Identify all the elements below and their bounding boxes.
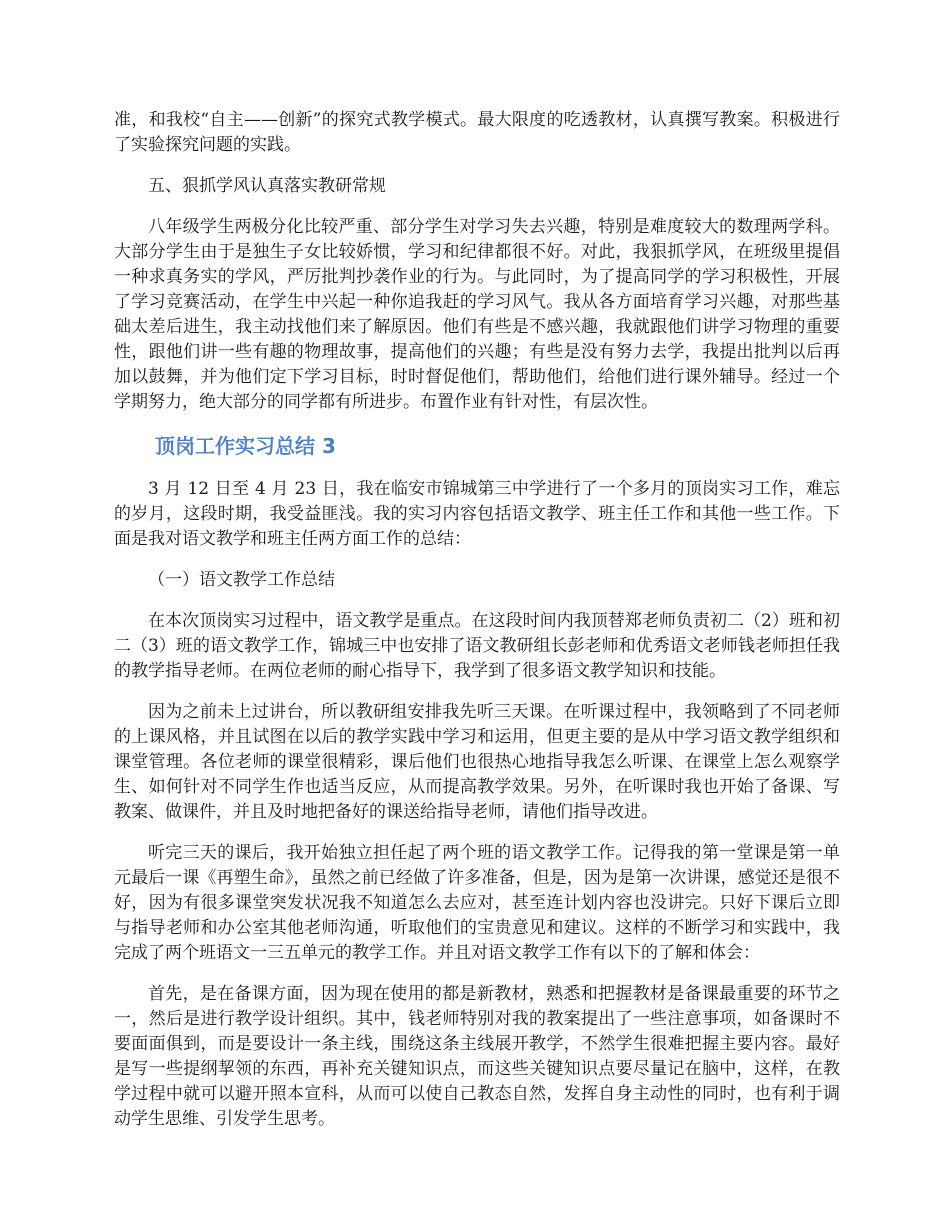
paragraph-observation: 因为之前未上过讲台，所以教研组安排我先听三天课。在听课过程中，我领略到了不同老师的上课风格，并且试图在以后的教学实践中学习和运用，但更主要的是从中学习语文教学组织和课堂管理。各位老师的课堂很精彩，课后他们也很热心地指导我怎么听课、在课堂上怎么观察学生、如何针对不同学生作也适当反应，从而提高教学效果。另外，在听课时我也开始了备课、写教案、做课件，并且及时地把备好的课送给指导老师，请他们指导改进。 (114, 702, 840, 822)
paragraph-teaching-focus: 在本次顶岗实习过程中，语文教学是重点。在这段时间内我顶替郑老师负责初二（2）班和初二（3）班的语文教学工作，锦城三中也安排了语文教研组长彭老师和优秀语文老师钱老师担任我的教学指导老师。在两位老师的耐心指导下，我学到了很多语文教学知识和技能。 (114, 611, 840, 681)
paragraph-continuation: 准，和我校“自主——创新”的探究式教学模式。最大限度的吃透教材，认真撰写教案。积极进行了实验探究问题的实践。 (114, 110, 840, 155)
section-title: 顶岗工作实习总结 3 (155, 434, 336, 458)
paragraph-first-class: 听完三天的课后，我开始独立担任起了两个班的语文教学工作。记得我的第一堂课是第一单元最后一课《再塑生命》，虽然之前已经做了许多准备，但是，因为是第一次讲课，感觉还是很不好，因为有很多课堂突发状况我不知道怎么去应对，甚至连计划内容也没讲完。只好下课后立即与指导老师和办公室其他老师沟通，听取他们的宝贵意见和建议。这样的不断学习和实践中，我完成了两个班语文一三五单元的教学工作。并且对语文教学工作有以下的了解和体会： (114, 843, 840, 963)
paragraph-intro: 3 月 12 日至 4 月 23 日，我在临安市锦城第三中学进行了一个多月的顶岗实习工作，难忘的岁月，这段时期，我受益匪浅。我的实习内容包括语文教学、班主任工作和其他一些工作。下面是我对语文教学和班主任两方面工作的总结： (114, 479, 840, 549)
subheading-chinese-teaching: （一）语文教学工作总结 (148, 570, 335, 590)
heading-five: 五、狠抓学风认真落实教研常规 (148, 176, 386, 196)
paragraph-study-style: 八年级学生两极分化比较严重、部分学生对学习失去兴趣，特别是难度较大的数理两学科。大部分学生由于是独生子女比较娇惯，学习和纪律都很不好。对此，我狠抓学风，在班级里提倡一种求真务实的学风，严厉批判抄袭作业的行为。与此同时，为了提高同学的学习积极性，开展了学习竞赛活动，在学生中兴起一种你追我赶的学习风气。我从各方面培育学习兴趣，对那些基础太差后进生，我主动找他们来了解原因。他们有些是不感兴趣，我就跟他们讲学习物理的重要性，跟他们讲一些有趣的物理故事，提高他们的兴趣；有些是没有努力去学，我提出批判以后再加以鼓舞，并为他们定下学习目标，时时督促他们，帮助他们，给他们进行课外辅导。经过一个学期努力，绝大部分的同学都有所进步。布置作业有针对性，有层次性。 (114, 217, 840, 412)
paragraph-lesson-prep: 首先，是在备课方面，因为现在使用的都是新教材，熟悉和把握教材是备课最重要的环节之一，然后是进行教学设计组织。其中，钱老师特别对我的教案提出了一些注意事项，如备课时不要面面俱到，而是要设计一条主线，围绕这条主线展开教学，不然学生很难把握主要内容。最好是写一些提纲挈领的东西，再补充关键知识点，而这些关键知识点要尽量记在脑中，这样，在教学过程中就可以避开照本宣科，从而可以使自己教态自然，发挥自身主动性的同时，也有利于调动学生思维、引发学生思考。 (114, 984, 840, 1129)
